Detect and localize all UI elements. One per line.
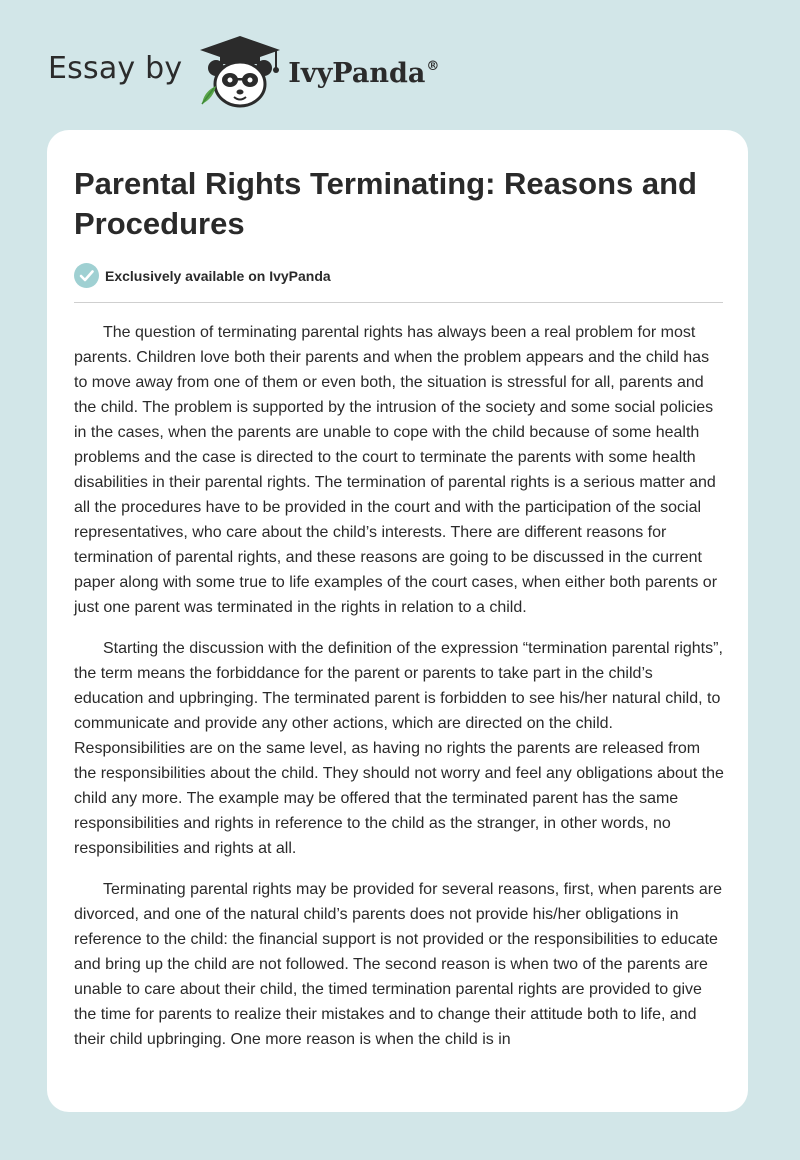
essay-body	[74, 320, 724, 1068]
brand-prefix: Essay by	[48, 50, 183, 86]
essay-paragraph: Terminating parental rights may be provided for several reasons, first, when parents are divorced, and one of the natural child’s parents does not provide his/her obligations in reference to the child: the financial support is not provided or the responsibilities to educate and bring up the child are not followed. The second reason is when two of the parents are unable to care about their child, the timed termination parental rights are provided to give the time for parents to realize their mistakes and to change their attitude both to life, and their child upbringing. One more reason is when the child is in	[74, 881, 722, 1048]
title-divider	[74, 302, 723, 303]
essay-card	[47, 130, 748, 1112]
checkmark-badge-icon	[74, 263, 99, 288]
essay-paragraph: The question of terminating parental rights has always been a real problem for most parents. Children love both their parents and when the problem appears and the child has to move away from one of them or even both, the situation is stressful for all, parents and the child. The problem is supported by the intrusion of the society and some social policies in the cases, when the parents are unable to cope with the child because of some health problems and the case is directed to the court to terminate the parents with some health disabilities in their parental rights. The termination of parental rights is a serious matter and all the procedures have to be provided in the court and with the participation of the social representatives, who care about the child’s interests. There are different reasons for termination of parental rights, and these reasons are going to be discussed in the current paper along with some true to life examples of the court cases, when either both parents or just one parent was terminated in the rights in relation to a child.	[74, 324, 718, 616]
brand-name-text: IvyPanda	[288, 57, 426, 89]
brand-name	[288, 58, 439, 89]
exclusive-badge	[74, 263, 331, 288]
exclusive-label: Exclusively available on IvyPanda	[105, 267, 331, 284]
brand-header	[48, 34, 439, 110]
panda-logo-icon	[196, 34, 284, 110]
essay-paragraph: Starting the discussion with the definition of the expression “termination parental rights”, the term means the forbiddance for the parent or parents to take part in the child’s education and upbringing. The terminated parent is forbidden to see his/her natural child, to communicate and provide any other actions, which are directed on the child. Responsibilities are on the same level, as having no rights the parents are released from the responsibilities about the child. They should not worry and feel any obligations about the child any more. The example may be offered that the terminated parent has the same responsibilities and rights in reference to the child as the stranger, in other words, no responsibilities and rights at all.	[74, 640, 724, 857]
essay-title: Parental Rights Terminating: Reasons and Procedures	[74, 166, 697, 241]
registered-mark: ®	[426, 58, 440, 74]
